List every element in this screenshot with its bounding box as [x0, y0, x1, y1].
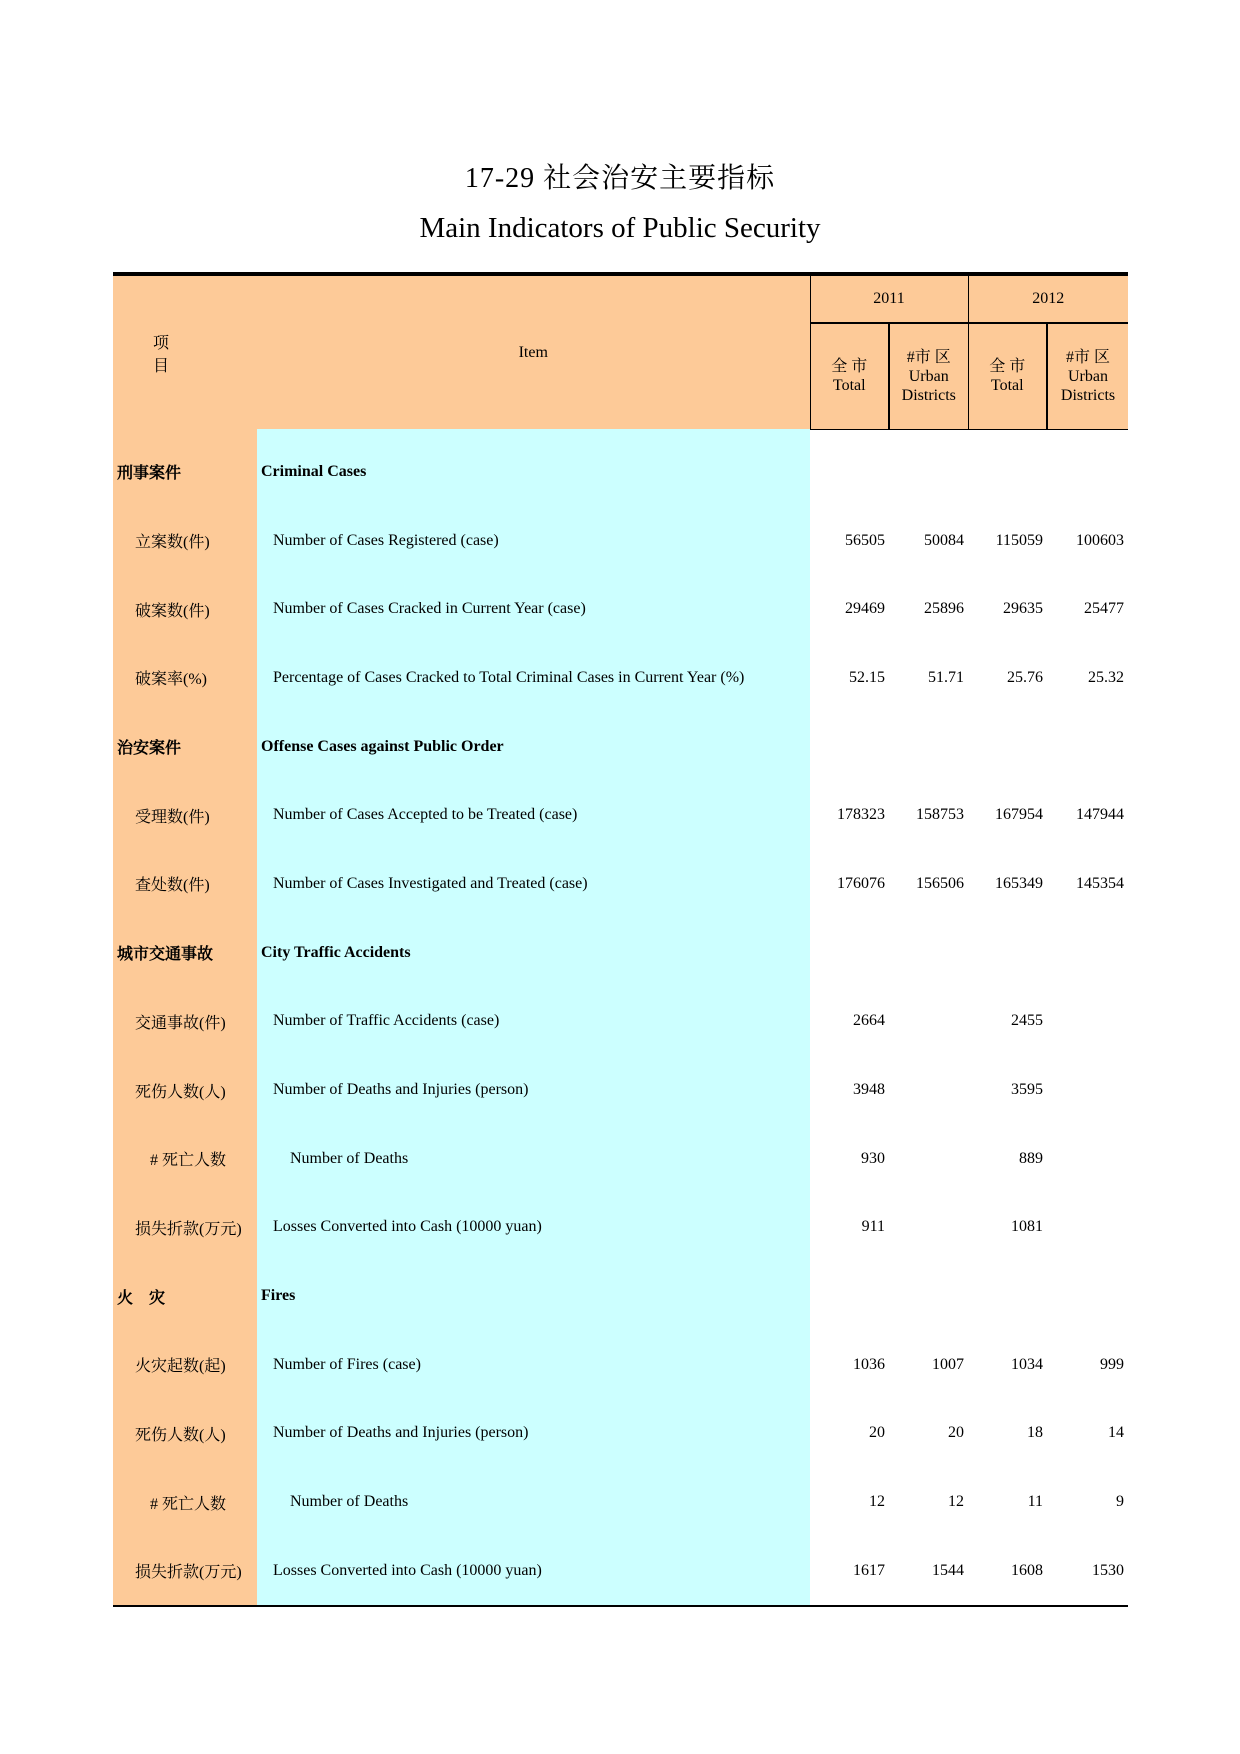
- value-2012-urban: 999: [1047, 1330, 1128, 1399]
- value-2012-total: [968, 438, 1047, 507]
- value-2011-total: 1617: [810, 1537, 889, 1607]
- value-2012-total: 11: [968, 1468, 1047, 1537]
- header-urban-en: Urban: [908, 367, 949, 385]
- value-2011-urban: 1007: [889, 1330, 968, 1399]
- table-row: [113, 781, 1128, 850]
- header-urban-en: Districts: [901, 386, 956, 404]
- value-2012-total: 1608: [968, 1537, 1047, 1607]
- value-2011-urban: 25896: [889, 575, 968, 644]
- value-2012-total: 29635: [968, 575, 1047, 644]
- item-label-en: Number of Deaths: [257, 1124, 810, 1193]
- item-label-cn: 火灾起数(起): [113, 1330, 257, 1399]
- section-row: [113, 438, 1128, 507]
- value-2012-total: 2455: [968, 987, 1047, 1056]
- value-2012-total: 1034: [968, 1330, 1047, 1399]
- table-row: [113, 644, 1128, 713]
- value-2012-total: 167954: [968, 781, 1047, 850]
- table-row: [113, 1056, 1128, 1125]
- item-label-en: Losses Converted into Cash (10000 yuan): [257, 1193, 810, 1262]
- value-2012-urban: [1047, 1124, 1128, 1193]
- header-total-2011: [810, 323, 889, 429]
- value-2012-total: 18: [968, 1399, 1047, 1468]
- item-label-cn: 交通事故(件): [113, 987, 257, 1056]
- value-2011-total: 56505: [810, 506, 889, 575]
- item-label-en: Number of Traffic Accidents (case): [257, 987, 810, 1056]
- item-label-cn: 受理数(件): [113, 781, 257, 850]
- value-2011-urban: 156506: [889, 850, 968, 919]
- item-label-en: Number of Deaths and Injuries (person): [257, 1056, 810, 1125]
- value-2012-urban: 9: [1047, 1468, 1128, 1537]
- value-2011-urban: 51.71: [889, 644, 968, 713]
- value-2012-urban: [1047, 438, 1128, 507]
- item-label-en: Number of Cases Accepted to be Treated (case): [257, 781, 810, 850]
- table-row: [113, 506, 1128, 575]
- value-2012-total: [968, 1262, 1047, 1331]
- value-2011-total: [810, 1262, 889, 1331]
- page-title-en: Main Indicators of Public Security: [419, 212, 821, 244]
- item-label-en: Number of Deaths and Injuries (person): [257, 1399, 810, 1468]
- header-year-2012: 2012: [968, 276, 1128, 323]
- item-label-cn: 立案数(件): [113, 506, 257, 575]
- value-2011-urban: 20: [889, 1399, 968, 1468]
- header-total-cn: 全 市: [831, 358, 868, 376]
- indicators-table: [113, 272, 1128, 1607]
- value-2012-urban: 147944: [1047, 781, 1128, 850]
- value-2011-urban: [889, 438, 968, 507]
- value-2011-total: 178323: [810, 781, 889, 850]
- value-2011-urban: 50084: [889, 506, 968, 575]
- item-label-en: Number of Fires (case): [257, 1330, 810, 1399]
- table-row: [113, 1468, 1128, 1537]
- header-urban-2012: [1047, 323, 1128, 429]
- value-2012-urban: [1047, 918, 1128, 987]
- section-row: [113, 712, 1128, 781]
- table-row: [113, 1193, 1128, 1262]
- value-2012-total: 1081: [968, 1193, 1047, 1262]
- item-label-cn: 破案率(%): [113, 644, 257, 713]
- value-2011-total: 20: [810, 1399, 889, 1468]
- value-2011-total: [810, 918, 889, 987]
- value-2012-urban: [1047, 1056, 1128, 1125]
- header-urban-cn: #市 区: [906, 348, 951, 366]
- section-label-cn: 城市交通事故: [113, 918, 257, 987]
- value-2011-urban: [889, 712, 968, 781]
- value-2012-urban: [1047, 987, 1128, 1056]
- value-2011-total: 29469: [810, 575, 889, 644]
- value-2011-total: 1036: [810, 1330, 889, 1399]
- item-label-cn: 损失折款(万元): [113, 1537, 257, 1607]
- value-2011-total: [810, 438, 889, 507]
- item-label-en: Number of Deaths: [257, 1468, 810, 1537]
- section-label-cn: 刑事案件: [113, 438, 257, 507]
- item-label-en: Losses Converted into Cash (10000 yuan): [257, 1537, 810, 1607]
- value-2011-total: [810, 712, 889, 781]
- value-2012-total: 115059: [968, 506, 1047, 575]
- table-row: [113, 1399, 1128, 1468]
- header-item-cn: 项 目: [113, 276, 257, 429]
- header-item-en: Item: [257, 276, 810, 429]
- value-2011-urban: [889, 1124, 968, 1193]
- section-label-en: City Traffic Accidents: [257, 918, 810, 987]
- item-label-cn: # 死亡人数: [113, 1124, 257, 1193]
- section-label-en: Criminal Cases: [257, 438, 810, 507]
- value-2011-total: 911: [810, 1193, 889, 1262]
- value-2012-total: 3595: [968, 1056, 1047, 1125]
- value-2012-total: 165349: [968, 850, 1047, 919]
- table-row: [113, 1537, 1128, 1607]
- value-2011-total: 2664: [810, 987, 889, 1056]
- item-label-cn: # 死亡人数: [113, 1468, 257, 1537]
- value-2012-urban: 100603: [1047, 506, 1128, 575]
- value-2011-urban: 12: [889, 1468, 968, 1537]
- section-label-cn: 治安案件: [113, 712, 257, 781]
- header-urban-en: Districts: [1060, 386, 1116, 404]
- item-label-cn: 死伤人数(人): [113, 1056, 257, 1125]
- header-year-2011: 2011: [810, 276, 968, 323]
- header-urban-en: Urban: [1068, 367, 1108, 385]
- value-2011-urban: [889, 987, 968, 1056]
- spacer-row: [113, 429, 1128, 438]
- value-2012-total: 889: [968, 1124, 1047, 1193]
- value-2012-total: [968, 918, 1047, 987]
- item-label-cn: 死伤人数(人): [113, 1399, 257, 1468]
- value-2012-urban: 25477: [1047, 575, 1128, 644]
- item-label-en: Number of Cases Investigated and Treated (case): [257, 850, 810, 919]
- value-2012-urban: 145354: [1047, 850, 1128, 919]
- header-total-2012: [968, 323, 1047, 429]
- item-label-en: Number of Cases Registered (case): [257, 506, 810, 575]
- value-2011-urban: [889, 1056, 968, 1125]
- value-2012-urban: [1047, 712, 1128, 781]
- section-row: [113, 1262, 1128, 1331]
- value-2012-urban: 14: [1047, 1399, 1128, 1468]
- item-label-cn: 查处数(件): [113, 850, 257, 919]
- header-total-en: Total: [832, 377, 866, 395]
- table-row: [113, 1124, 1128, 1193]
- value-2011-urban: 1544: [889, 1537, 968, 1607]
- value-2012-urban: [1047, 1262, 1128, 1331]
- item-label-en: Number of Cases Cracked in Current Year (case): [257, 575, 810, 644]
- section-label-cn: 火 灾: [113, 1262, 257, 1331]
- header-total-cn: 全 市: [989, 358, 1026, 376]
- item-label-cn: 破案数(件): [113, 575, 257, 644]
- value-2011-total: 12: [810, 1468, 889, 1537]
- value-2011-urban: [889, 918, 968, 987]
- value-2011-urban: [889, 1193, 968, 1262]
- value-2011-total: 3948: [810, 1056, 889, 1125]
- value-2011-total: 52.15: [810, 644, 889, 713]
- value-2012-total: [968, 712, 1047, 781]
- table-row: [113, 1330, 1128, 1399]
- value-2012-urban: 25.32: [1047, 644, 1128, 713]
- header-urban-2011: [889, 323, 968, 429]
- value-2011-urban: 158753: [889, 781, 968, 850]
- item-label-cn: 损失折款(万元): [113, 1193, 257, 1262]
- value-2012-urban: 1530: [1047, 1537, 1128, 1607]
- item-label-en: Percentage of Cases Cracked to Total Criminal Cases in Current Year (%): [257, 644, 810, 713]
- table-row: [113, 850, 1128, 919]
- value-2011-total: 176076: [810, 850, 889, 919]
- section-label-en: Fires: [257, 1262, 810, 1331]
- page-title-cn: 17-29 社会治安主要指标: [464, 163, 776, 194]
- table-body: [113, 429, 1128, 1606]
- section-row: [113, 918, 1128, 987]
- value-2012-total: 25.76: [968, 644, 1047, 713]
- header-total-en: Total: [990, 377, 1024, 395]
- value-2012-urban: [1047, 1193, 1128, 1262]
- value-2011-urban: [889, 1262, 968, 1331]
- header-urban-cn: #市 区: [1065, 348, 1110, 366]
- value-2011-total: 930: [810, 1124, 889, 1193]
- table-row: [113, 575, 1128, 644]
- section-label-en: Offense Cases against Public Order: [257, 712, 810, 781]
- table-row: [113, 987, 1128, 1056]
